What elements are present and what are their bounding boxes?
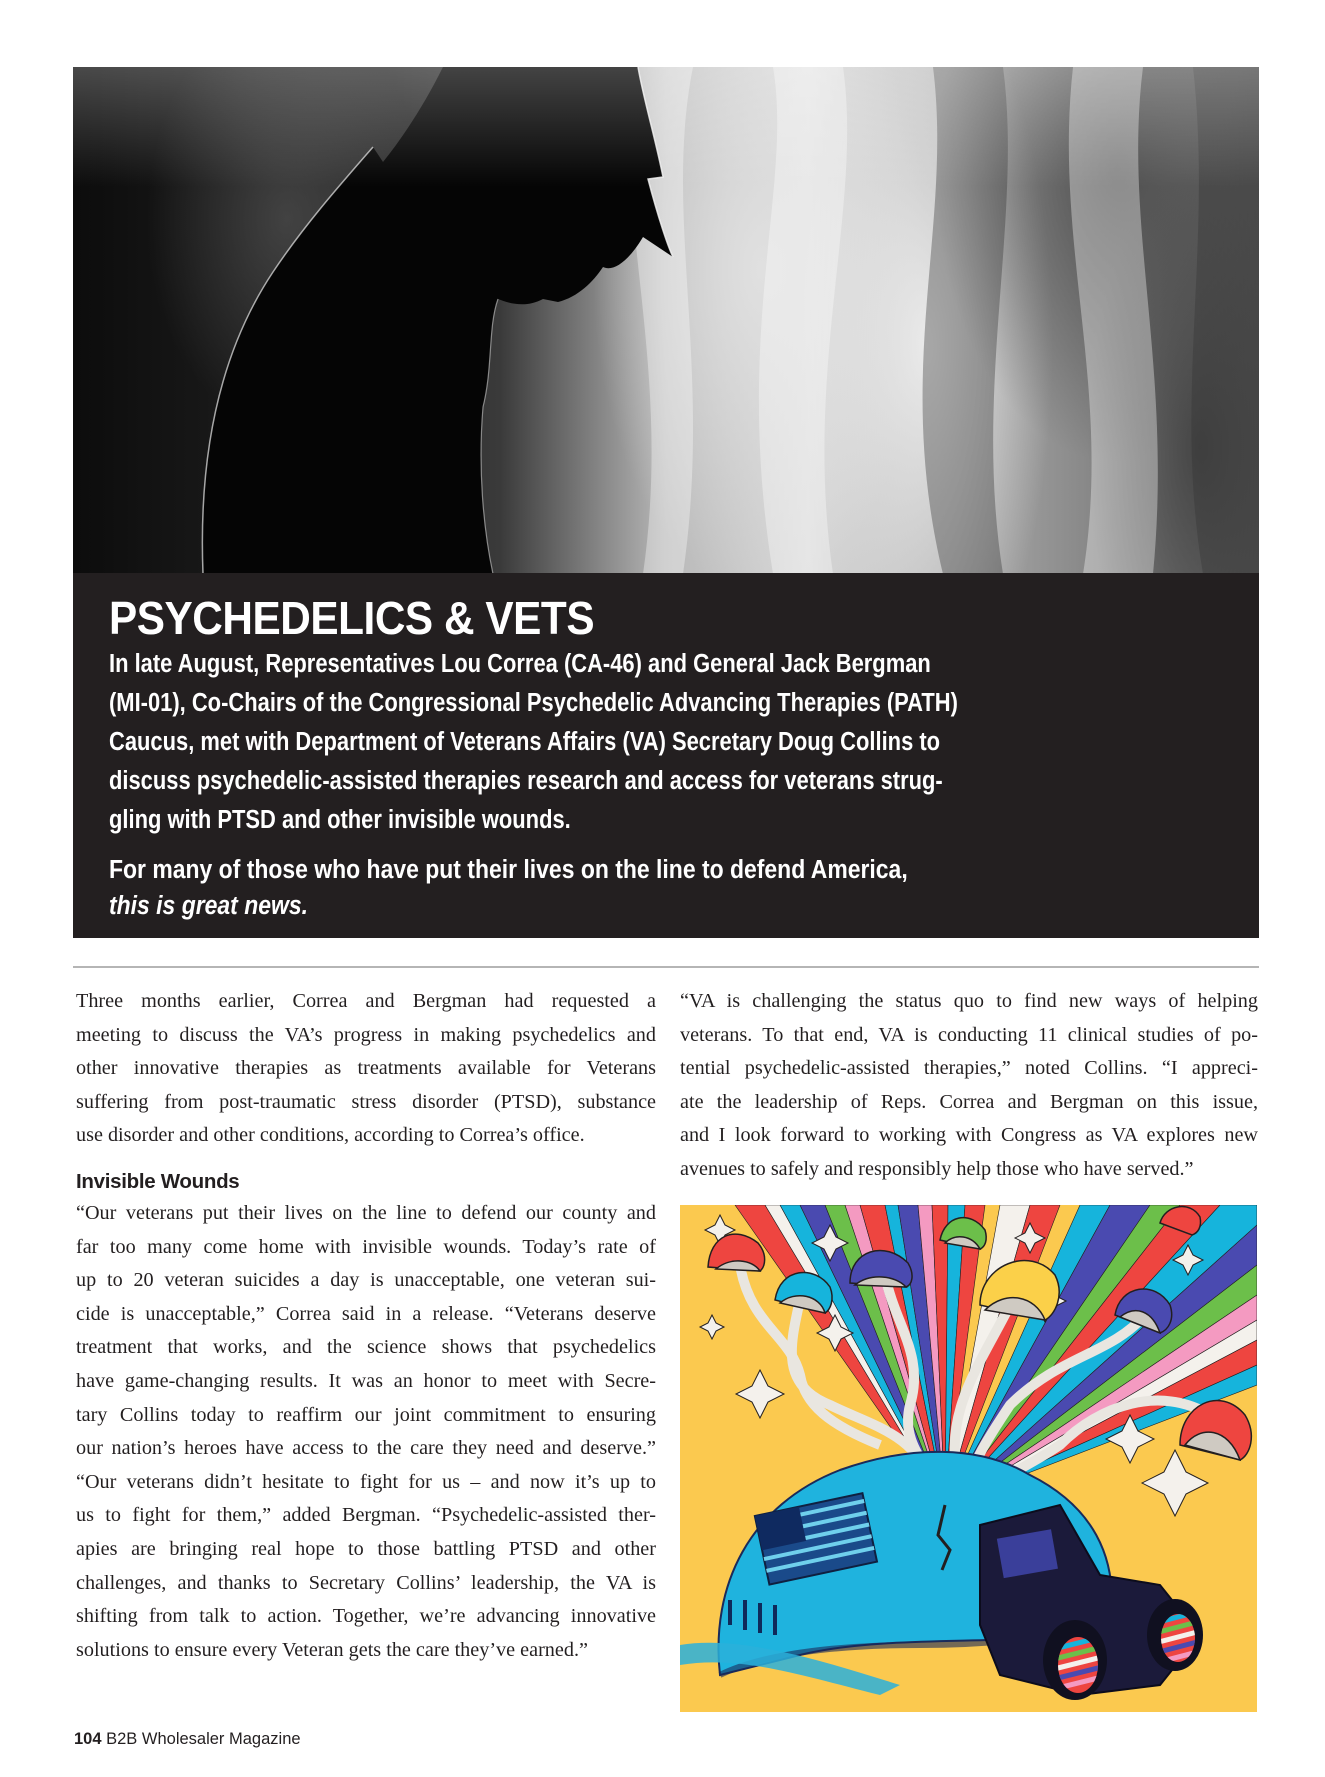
collins-quote-paragraph	[680, 985, 1258, 1187]
hero-photo	[73, 67, 1259, 574]
section-divider	[73, 966, 1259, 968]
text-line: solutions to ensure every Veteran gets the care they’ve earned.”	[76, 1638, 588, 1661]
text-line: avenues to safely and responsibly help those who have served.”	[680, 1157, 1194, 1180]
text-line: and I look forward to working with Congress as VA explores new	[680, 1124, 1258, 1147]
page-number: 104	[74, 1730, 102, 1748]
text-line: have game-changing results. It was an honor to meet with Secre-	[76, 1369, 656, 1392]
section-paragraph	[76, 1197, 656, 1667]
lede-line: In late August, Representatives Lou Correa (CA-46) and General Jack Bergman	[109, 650, 931, 678]
article-column-left	[76, 985, 656, 1667]
intro-paragraph	[76, 985, 656, 1153]
text-line: veterans. To that end, VA is conducting 11 clinical studies of po-	[680, 1023, 1258, 1046]
text-line: Three months earlier, Correa and Bergman had requested a	[76, 990, 656, 1012]
article-column-right	[680, 985, 1258, 1187]
lede-line: discuss psychedelic-assisted therapies research and access for veterans strug-	[109, 767, 943, 795]
text-line: our nation’s heroes have access to the care they need and deserve.”	[76, 1437, 656, 1460]
lede-line: (MI-01), Co-Chairs of the Congressional Psychedelic Advancing Therapies (PATH)	[109, 689, 958, 717]
article-lede	[109, 645, 1107, 840]
text-line: meeting to discuss the VA’s progress in making psychedelics and	[76, 1023, 656, 1046]
text-line: up to 20 veteran suicides a day is unacceptable, one veteran sui-	[76, 1269, 656, 1292]
text-line: “Our veterans didn’t hesitate to fight for us – and now it’s up to	[76, 1470, 656, 1493]
kicker-line: For many of those who have put their lives on the line to defend America,	[109, 856, 908, 884]
lede-line: gling with PTSD and other invisible wounds.	[109, 806, 571, 834]
article-title: PSYCHEDELICS & VETS	[109, 592, 595, 644]
text-line: apies are bringing real hope to those battling PTSD and other	[76, 1537, 656, 1560]
text-line: us to fight for them,” added Bergman. “Psychedelic-assisted ther-	[76, 1504, 656, 1527]
text-line: shifting from talk to action. Together, we’re advancing innovative	[76, 1605, 656, 1628]
text-line: challenges, and thanks to Secretary Collins’ leadership, the VA is	[76, 1571, 656, 1594]
text-line: “Our veterans put their lives on the line to defend our county and	[76, 1201, 656, 1224]
psychedelic-helmet-art	[680, 1205, 1257, 1712]
page-footer	[74, 1730, 301, 1749]
lede-line: Caucus, met with Department of Veterans Affairs (VA) Secretary Doug Collins to	[109, 728, 941, 756]
text-line: cide is unacceptable,” Correa said in a release. “Veterans deserve	[76, 1302, 656, 1325]
text-line: ate the leadership of Reps. Correa and Bergman on this issue,	[680, 1090, 1258, 1113]
section-subhead: Invisible Wounds	[76, 1169, 240, 1193]
headline-banner	[73, 573, 1259, 938]
publication-name: B2B Wholesaler Magazine	[106, 1730, 301, 1748]
kicker-emphasis: this is great news.	[109, 892, 308, 920]
text-line: suffering from post-traumatic stress disorder (PTSD), substance	[76, 1090, 656, 1113]
text-line: treatment that works, and the science shows that psychedelics	[76, 1336, 656, 1359]
text-line: other innovative therapies as treatments available for Veterans	[76, 1057, 656, 1080]
text-line: tential psychedelic-assisted therapies,” noted Collins. “I appreci-	[680, 1057, 1258, 1080]
text-line: far too many come home with invisible wounds. Today’s rate of	[76, 1235, 656, 1258]
article-kicker	[109, 852, 1144, 924]
helmet-illustration	[680, 1205, 1257, 1712]
text-line: “VA is challenging the status quo to find new ways of helping	[680, 990, 1258, 1012]
text-line: use disorder and other conditions, according to Correa’s office.	[76, 1124, 585, 1147]
text-line: tary Collins today to reaffirm our joint commitment to ensuring	[76, 1403, 656, 1426]
veteran-silhouette	[73, 67, 1259, 574]
